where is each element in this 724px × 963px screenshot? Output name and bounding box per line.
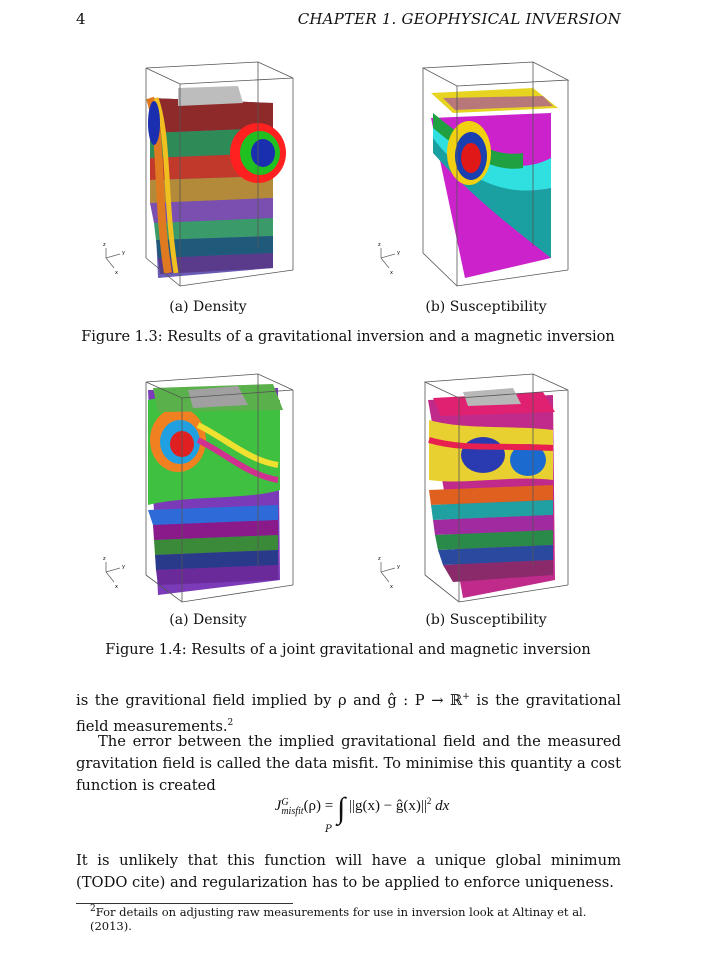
axis-y-label: y [122, 250, 125, 256]
axis-x-label: x [390, 584, 393, 590]
eq-superscript: G [281, 796, 289, 808]
footnote-marker[interactable]: 2 [227, 717, 234, 728]
axis-x-label: x [390, 270, 393, 276]
paragraph-2-text: The error between the implied gravitational field and the measured gravitation field is called the data misfit. To minimise this quantity a cost function is created [76, 733, 621, 794]
axis-z-label: z [378, 556, 381, 562]
axis-y-label: y [397, 564, 400, 570]
eq-power: 2 [426, 796, 432, 806]
paragraph-1-text-b: is the gravitational field measurements. [76, 691, 621, 735]
figure-1-4-subcaption-b: (b) Susceptibility [425, 612, 547, 628]
page-number: 4 [76, 10, 86, 28]
axis-y-label: y [397, 250, 400, 256]
figure-1-3-density-plot [98, 58, 298, 288]
figure-1-3-caption: Figure 1.3: Results of a gravitational inversion and a magnetic inversion [81, 329, 615, 345]
paragraph-3: It is unlikely that this function will have a unique global minimum (TODO cite) and regularization has to be applied to enforce uniqueness. [76, 852, 621, 891]
eq-subscript: misfit [281, 805, 304, 817]
paragraph-1-text-a: is the gravitional field implied by ρ and ĝ : P → ℝ [76, 691, 463, 709]
figure-1-4-caption: Figure 1.4: Results of a joint gravitational and magnetic inversion [105, 642, 591, 658]
axis-x-label: x [115, 584, 118, 590]
axis-z-label: z [378, 242, 381, 248]
axis-y-label: y [122, 564, 125, 570]
footnote-mark: 2 [90, 904, 96, 914]
axis-z-label: z [103, 242, 106, 248]
eq-dx: dx [431, 798, 450, 814]
figure-1-3-subcaption-a: (a) Density [169, 299, 247, 315]
eq-lhs: J [274, 798, 282, 814]
eq-argument: (ρ) = [303, 798, 334, 814]
footnote-text: For details on adjusting raw measurements for use in inversion look at Altinay et al. (2013). [90, 904, 587, 933]
running-head: CHAPTER 1. GEOPHYSICAL INVERSION [297, 10, 621, 28]
figure-1-3-susceptibility-plot [373, 58, 573, 288]
paragraph-2 [76, 731, 621, 797]
figure-1-4-subcaption-a: (a) Density [169, 612, 247, 628]
figure-1-4-susceptibility-plot [373, 370, 573, 605]
paragraph-1 [76, 686, 621, 738]
axis-x-label: x [115, 270, 118, 276]
eq-integral-subscript: P [325, 824, 332, 835]
figure-1-3-subcaption-b: (b) Susceptibility [425, 299, 547, 315]
figure-1-4-density-plot [98, 370, 298, 605]
equation-misfit: JG misfit(ρ) = ∫ $||g(x) - ĝ(x)||^2$ dx [274, 792, 450, 825]
eq-rhs: ||g(x) − ĝ(x)|| [348, 798, 427, 814]
footnote [90, 904, 630, 933]
reals-superscript: + [462, 692, 470, 702]
axis-z-label: z [103, 556, 106, 562]
